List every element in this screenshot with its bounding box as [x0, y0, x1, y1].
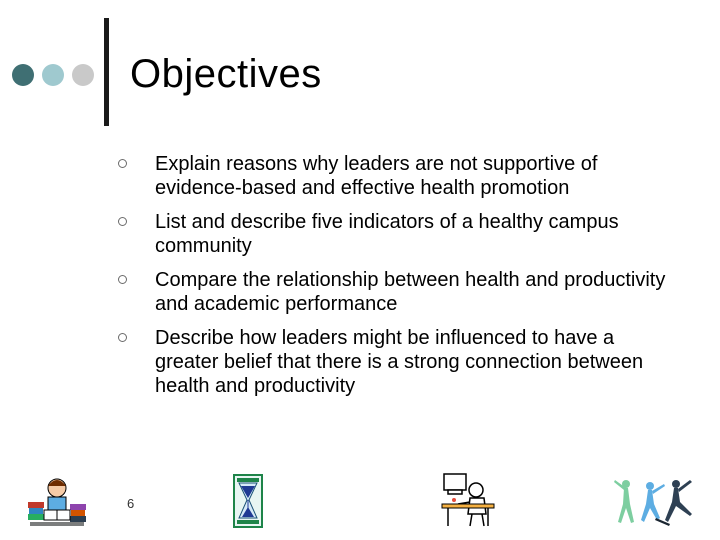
bullet-circle-icon — [118, 217, 127, 226]
objective-item — [118, 326, 678, 398]
student-reading-books-clipart — [26, 474, 88, 528]
objectives-list — [118, 152, 678, 398]
teal-dot — [42, 64, 64, 86]
bullet-circle-icon — [118, 159, 127, 168]
objective-text: Compare the relationship between health and productivity and academic performance — [155, 269, 666, 315]
dancers-silhouette-clipart — [612, 478, 698, 528]
objective-item — [118, 152, 678, 200]
hourglass-sand-clipart — [233, 474, 263, 528]
objective-text: Explain reasons why leaders are not supportive of evidence-based and effective health promotion — [155, 153, 598, 199]
bullet-circle-icon — [118, 275, 127, 284]
slide-title: Objectives — [130, 52, 322, 96]
page-number: 6 — [127, 496, 135, 511]
gray-dot — [72, 64, 94, 86]
worker-at-desk-clipart — [440, 470, 496, 528]
objective-item — [118, 210, 678, 258]
objective-text: List and describe five indicators of a healthy campus community — [155, 211, 619, 257]
objective-item — [118, 268, 678, 316]
objective-text: Describe how leaders might be influenced to have a greater belief that there is a strong connection between health and productivity — [155, 327, 644, 397]
dark-dot — [12, 64, 34, 86]
title-divider-line — [104, 18, 109, 126]
bullet-circle-icon — [118, 333, 127, 342]
